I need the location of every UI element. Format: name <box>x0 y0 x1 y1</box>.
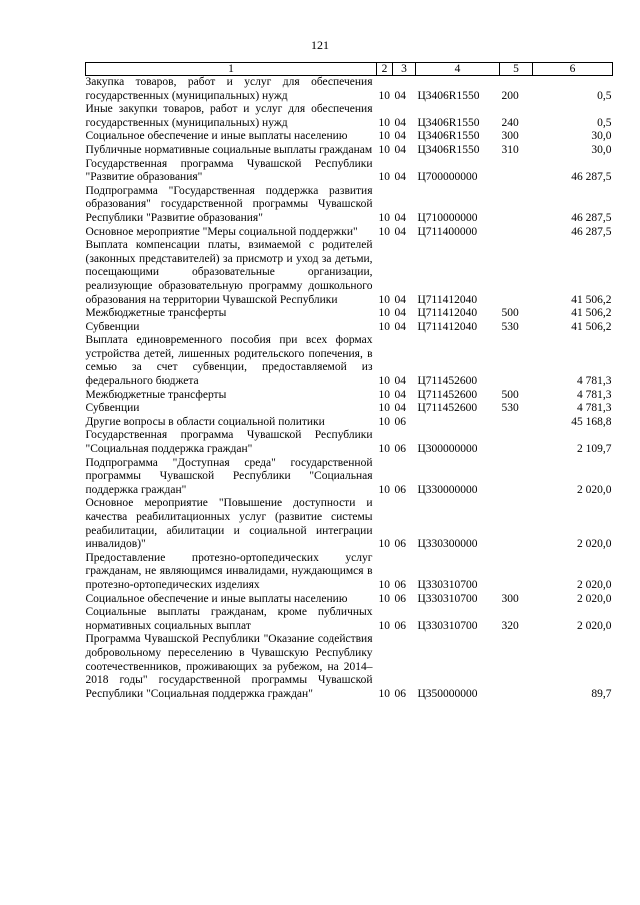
row-amount-cell: 30,0 <box>591 130 612 143</box>
row-expense-type-cell <box>500 239 533 307</box>
row-section-cell: 10 <box>378 402 390 415</box>
table-row <box>86 334 613 388</box>
column-header-subsection: 3 <box>393 63 416 76</box>
row-section-cell: 10 <box>378 293 390 306</box>
row-section-cell: 10 <box>378 89 390 102</box>
row-section-cell: 10 <box>378 578 390 591</box>
row-name-cell: Социальное обеспечение и иные выплаты населению <box>85 130 348 143</box>
row-amount-cell: 0,5 <box>597 116 612 129</box>
table-row <box>86 552 613 593</box>
row-section-cell: 10 <box>378 143 390 156</box>
row-name-cell: Социальное обеспечение и иные выплаты населению <box>85 592 348 605</box>
row-subsection-cell: 06 <box>394 619 406 632</box>
row-subsection-cell: 06 <box>394 415 406 428</box>
row-expense-type-cell <box>500 552 533 593</box>
row-subsection-cell: 06 <box>394 443 406 456</box>
row-expense-type-cell: 310 <box>501 143 519 156</box>
row-section-cell: 10 <box>378 592 390 605</box>
row-target-article-cell: Ц3406R1550 <box>417 89 480 102</box>
table-row <box>86 239 613 307</box>
row-section-cell: 10 <box>378 388 390 401</box>
table-row <box>86 633 613 701</box>
row-expense-type-cell <box>500 158 533 185</box>
row-subsection-cell: 04 <box>394 171 406 184</box>
row-amount-cell: 4 781,3 <box>577 402 612 415</box>
row-expense-type-cell <box>500 497 533 551</box>
table-row <box>86 429 613 456</box>
row-section-cell: 10 <box>378 211 390 224</box>
row-subsection-cell: 04 <box>394 225 406 238</box>
table-row <box>86 158 613 185</box>
row-name-cell: Предоставление протезно-ортопедических услуг гражданам, не являющимся инвалидами, нуждающимся в протезно-ортопедических изделиях <box>85 551 373 591</box>
row-section-cell: 10 <box>378 483 390 496</box>
row-subsection-cell: 04 <box>394 375 406 388</box>
row-target-article-cell: Ц711452600 <box>417 402 478 415</box>
row-amount-cell: 2 020,0 <box>577 578 612 591</box>
table-row <box>86 130 613 144</box>
row-target-article-cell: Ц711452600 <box>417 388 478 401</box>
row-expense-type-cell: 320 <box>501 619 519 632</box>
row-name-cell: Выплата единовременного пособия при всех формах устройства детей, лишенных родительского попечения, в семью за счет субвенции, предоставляемой из федерального бюджета <box>85 334 373 388</box>
row-expense-type-cell <box>500 185 533 226</box>
column-header-expense-type: 5 <box>500 63 533 76</box>
table-row <box>86 185 613 226</box>
row-expense-type-cell: 300 <box>501 592 519 605</box>
row-target-article-cell: Ц350000000 <box>417 687 478 700</box>
row-target-article-cell: Ц330300000 <box>417 538 478 551</box>
row-section-cell: 10 <box>378 375 390 388</box>
row-amount-cell: 2 020,0 <box>577 592 612 605</box>
page-number: 121 <box>311 38 329 52</box>
row-name-cell: Выплата компенсации платы, взимаемой с родителей (законных представителей) за присмотр и уход за детьми, посещающими образовательные организации, реализующие образовательную программу дошкольного образования на территории Чувашской Республики <box>85 239 373 306</box>
table-row <box>86 389 613 403</box>
table-row <box>86 402 613 416</box>
row-name-cell: Иные закупки товаров, работ и услуг для обеспечения государственных (муниципальных) нужд <box>85 103 373 129</box>
row-amount-cell: 46 287,5 <box>571 211 612 224</box>
row-amount-cell: 41 506,2 <box>571 320 612 333</box>
row-subsection-cell: 04 <box>394 388 406 401</box>
row-expense-type-cell: 530 <box>501 320 519 333</box>
row-section-cell: 10 <box>378 443 390 456</box>
row-amount-cell: 0,5 <box>597 89 612 102</box>
row-subsection-cell: 04 <box>394 116 406 129</box>
row-subsection-cell: 04 <box>394 211 406 224</box>
table-row <box>86 307 613 321</box>
row-section-cell: 10 <box>378 538 390 551</box>
row-expense-type-cell: 530 <box>501 402 519 415</box>
row-amount-cell: 2 020,0 <box>577 538 612 551</box>
row-section-cell: 10 <box>378 130 390 143</box>
row-section-cell: 10 <box>378 171 390 184</box>
row-expense-type-cell <box>500 334 533 388</box>
row-target-article-cell: Ц711452600 <box>417 375 478 388</box>
row-subsection-cell: 04 <box>394 320 406 333</box>
table-row <box>86 144 613 158</box>
table-row <box>86 226 613 240</box>
row-amount-cell: 2 109,7 <box>577 443 612 456</box>
row-expense-type-cell <box>500 226 533 240</box>
row-expense-type-cell: 500 <box>501 388 519 401</box>
table-row <box>86 321 613 335</box>
row-section-cell: 10 <box>378 687 390 700</box>
row-amount-cell: 41 506,2 <box>571 293 612 306</box>
row-amount-cell: 4 781,3 <box>577 375 612 388</box>
row-amount-cell: 30,0 <box>591 143 612 156</box>
row-target-article-cell: Ц711412040 <box>417 307 478 320</box>
row-expense-type-cell: 300 <box>501 130 519 143</box>
row-section-cell: 10 <box>378 320 390 333</box>
row-name-cell: Программа Чувашской Республики "Оказание содействия добровольному переселению в Чувашскую Республику соотечественников, проживающих за рубежом, на 2014–2018 годы" государственной программы Чувашской Республики "Социальная поддержка граждан" <box>85 633 373 700</box>
table-row <box>86 103 613 130</box>
row-target-article-cell: Ц330310700 <box>417 592 478 605</box>
row-name-cell: Межбюджетные трансферты <box>85 307 227 320</box>
row-subsection-cell: 06 <box>394 483 406 496</box>
row-amount-cell: 41 506,2 <box>571 307 612 320</box>
row-name-cell: Другие вопросы в области социальной политики <box>85 415 325 428</box>
row-expense-type-cell <box>500 416 533 430</box>
row-subsection-cell: 04 <box>394 293 406 306</box>
row-section-cell: 10 <box>378 619 390 632</box>
row-subsection-cell: 06 <box>394 687 406 700</box>
row-name-cell: Подпрограмма "Доступная среда" государственной программы Чувашской Республики "Социальная поддержка граждан" <box>85 456 373 496</box>
row-name-cell: Закупка товаров, работ и услуг для обеспечения государственных (муниципальных) нужд <box>85 76 373 102</box>
row-name-cell: Основное мероприятие "Повышение доступности и качества реабилитационных услуг (развитие системы реабилитации, абилитации и социальной интеграции инвалидов)" <box>85 497 373 551</box>
table-row <box>86 606 613 633</box>
row-target-article-cell: Ц700000000 <box>417 171 478 184</box>
row-target-article-cell: Ц710000000 <box>417 211 478 224</box>
row-subsection-cell: 04 <box>394 89 406 102</box>
row-target-article-cell: Ц300000000 <box>417 443 478 456</box>
row-amount-cell: 2 020,0 <box>577 483 612 496</box>
column-header-amount: 6 <box>533 63 613 76</box>
row-target-article-cell: Ц330000000 <box>417 483 478 496</box>
table-row <box>86 497 613 551</box>
row-subsection-cell: 06 <box>394 578 406 591</box>
row-name-cell: Субвенции <box>85 402 140 415</box>
table-row <box>86 593 613 607</box>
row-amount-cell: 46 287,5 <box>571 171 612 184</box>
row-amount-cell: 45 168,8 <box>571 415 612 428</box>
row-name-cell: Подпрограмма "Государственная поддержка развития образования" государственной программы Чувашской Республики "Развитие образования" <box>85 184 373 224</box>
column-header-section: 2 <box>377 63 393 76</box>
column-header-name: 1 <box>86 63 377 76</box>
row-target-article-cell: Ц3406R1550 <box>417 143 480 156</box>
row-target-article-cell: Ц330310700 <box>417 578 478 591</box>
row-name-cell: Государственная программа Чувашской Республики "Развитие образования" <box>85 157 373 184</box>
row-name-cell: Основное мероприятие "Меры социальной поддержки" <box>85 225 358 238</box>
row-target-article-cell: Ц711412040 <box>417 293 478 306</box>
row-amount-cell: 4 781,3 <box>577 388 612 401</box>
row-target-article-cell: Ц330310700 <box>417 619 478 632</box>
row-subsection-cell: 04 <box>394 402 406 415</box>
row-expense-type-cell <box>500 457 533 498</box>
row-expense-type-cell: 200 <box>501 89 519 102</box>
row-target-article-cell <box>416 416 500 430</box>
column-header-row <box>86 63 613 76</box>
row-expense-type-cell: 500 <box>501 307 519 320</box>
row-target-article-cell: Ц3406R1550 <box>417 130 480 143</box>
row-name-cell: Государственная программа Чувашской Республики "Социальная поддержка граждан" <box>85 429 373 456</box>
table-body <box>86 76 613 702</box>
row-section-cell: 10 <box>378 415 390 428</box>
row-section-cell: 10 <box>378 307 390 320</box>
row-name-cell: Межбюджетные трансферты <box>85 388 227 401</box>
table-row <box>86 76 613 104</box>
row-subsection-cell: 06 <box>394 538 406 551</box>
row-amount-cell: 89,7 <box>591 687 612 700</box>
row-section-cell: 10 <box>378 116 390 129</box>
row-amount-cell: 46 287,5 <box>571 225 612 238</box>
row-subsection-cell: 04 <box>394 130 406 143</box>
row-target-article-cell: Ц711412040 <box>417 320 478 333</box>
row-subsection-cell: 06 <box>394 592 406 605</box>
row-name-cell: Социальные выплаты гражданам, кроме публичных нормативных социальных выплат <box>85 606 373 632</box>
row-expense-type-cell <box>500 633 533 701</box>
budget-table <box>85 62 613 701</box>
row-expense-type-cell <box>500 429 533 456</box>
row-subsection-cell: 04 <box>394 143 406 156</box>
table-row <box>86 416 613 430</box>
row-expense-type-cell: 240 <box>501 116 519 129</box>
table-row <box>86 457 613 498</box>
row-amount-cell: 2 020,0 <box>577 619 612 632</box>
row-name-cell: Публичные нормативные социальные выплаты гражданам <box>85 143 373 156</box>
row-target-article-cell: Ц3406R1550 <box>417 116 480 129</box>
row-subsection-cell: 04 <box>394 307 406 320</box>
row-name-cell: Субвенции <box>85 320 140 333</box>
column-header-target-article: 4 <box>416 63 500 76</box>
row-section-cell: 10 <box>378 225 390 238</box>
row-target-article-cell: Ц711400000 <box>417 225 478 238</box>
